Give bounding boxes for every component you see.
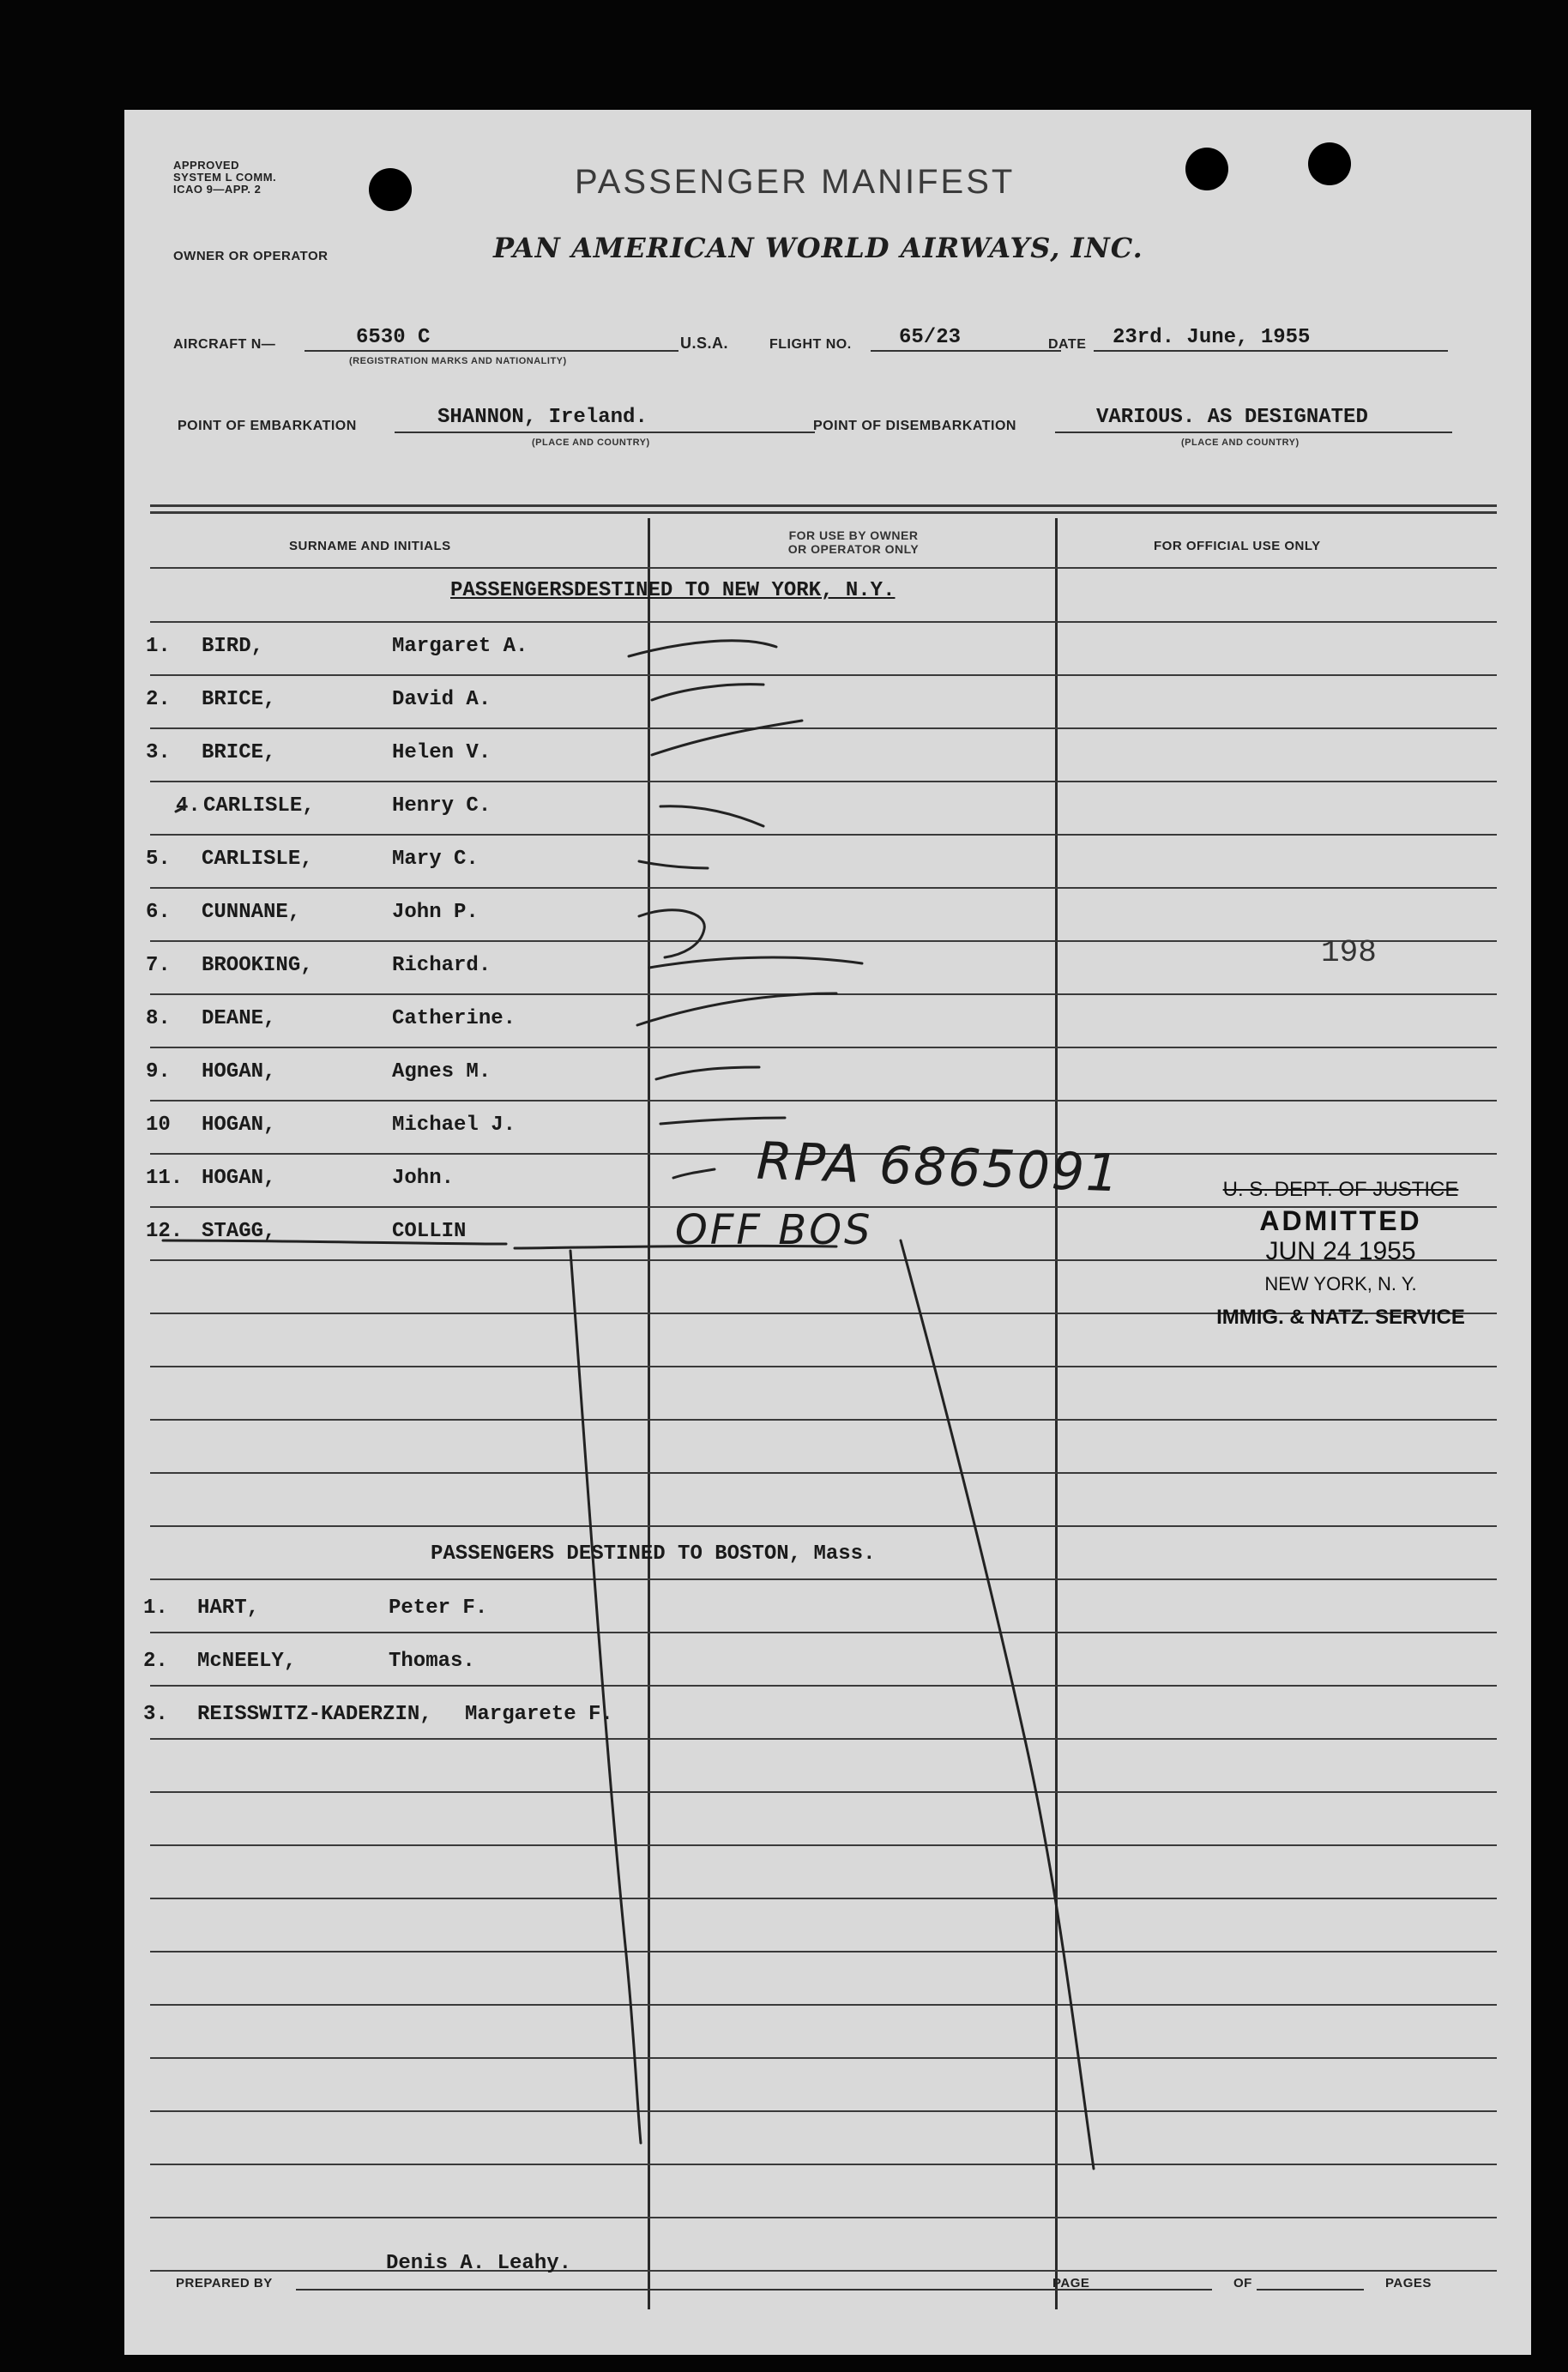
passenger-given-name: Agnes M. [392, 1060, 492, 1083]
disembarkation-value: VARIOUS. AS DESIGNATED [1096, 406, 1368, 429]
passenger-surname: HOGAN, [202, 1060, 276, 1083]
page-label: PAGE [1052, 2276, 1090, 2291]
stamp-line-5: IMMIG. & NATZ. SERVICE [1216, 1306, 1465, 1329]
row-number: 2. [146, 688, 171, 711]
date-label: DATE [1048, 337, 1087, 352]
passenger-surname: BIRD, [202, 635, 264, 658]
owner-use-line-2: OR OPERATOR ONLY [787, 542, 920, 556]
passenger-given-name: Peter F. [389, 1596, 488, 1620]
disembarkation-sublabel: (PLACE AND COUNTRY) [1181, 438, 1300, 448]
check-mark-11 [673, 1169, 715, 1178]
row-number: 11. [146, 1167, 184, 1190]
row-number: 5. [146, 848, 171, 871]
check-mark-7 [649, 957, 862, 968]
prepared-by-label: PREPARED BY [176, 2276, 273, 2291]
aircraft-sublabel: (REGISTRATION MARKS AND NATIONALITY) [349, 356, 567, 366]
usa-label: U.S.A. [680, 335, 729, 352]
passenger-given-name: Thomas. [389, 1650, 475, 1673]
passenger-given-name: Michael J. [392, 1114, 516, 1137]
passenger-surname: HART, [197, 1596, 260, 1620]
passenger-given-name: Margaret A. [392, 635, 528, 658]
passenger-surname: DEANE, [202, 1007, 276, 1030]
check-mark-2 [652, 685, 763, 700]
passenger-surname: REISSWITZ-KADERZIN, [197, 1703, 432, 1726]
passenger-surname: HOGAN, [202, 1114, 276, 1137]
row-number: 9. [146, 1060, 171, 1083]
passenger-given-name: COLLIN [392, 1220, 467, 1243]
disembarkation-label: POINT OF DISEMBARKATION [813, 419, 1016, 433]
passenger-surname: CARLISLE, [202, 848, 313, 871]
check-mark-9 [656, 1067, 759, 1079]
passenger-given-name: Mary C. [392, 848, 479, 871]
new-york-heading: PASSENGERSDESTINED TO NEW YORK, N.Y. [450, 579, 896, 602]
passenger-surname: HOGAN, [202, 1167, 276, 1190]
official-use-column-header: FOR OFFICIAL USE ONLY [1154, 539, 1321, 553]
passenger-surname: CARLISLE, [203, 794, 315, 818]
check-mark-8 [637, 993, 836, 1025]
row-number: 6. [146, 901, 171, 924]
embarkation-value: SHANNON, Ireland. [437, 406, 648, 429]
digit-4-stroke [176, 806, 186, 812]
approval-line-3: ICAO 9—APP. 2 [173, 183, 262, 196]
row-number: 12. [146, 1220, 184, 1243]
check-mark-3 [652, 721, 802, 755]
page-underline [1092, 2289, 1212, 2291]
prepared-underline [296, 2289, 1154, 2291]
handwritten-off-bos: OFF BOS [675, 1206, 873, 1254]
passenger-given-name: Henry C. [392, 794, 492, 818]
passenger-surname: BRICE, [202, 688, 276, 711]
flight-value: 65/23 [899, 326, 962, 349]
approval-line-2: SYSTEM L COMM. [173, 171, 277, 184]
passenger-given-name: John. [392, 1167, 455, 1190]
passenger-surname: BRICE, [202, 741, 276, 764]
passenger-given-name: Richard. [392, 954, 492, 977]
passenger-surname: STAGG, [202, 1220, 276, 1243]
pages-label: PAGES [1385, 2276, 1432, 2291]
long-line-2 [901, 1240, 1094, 2169]
approval-line-1: APPROVED [173, 159, 239, 172]
row-number: 10 [146, 1114, 171, 1137]
owner-use-line-1: FOR USE BY OWNER [788, 528, 919, 542]
surname-column-header: SURNAME AND INITIALS [289, 539, 451, 553]
check-mark-10 [660, 1118, 785, 1124]
page-title: PASSENGER MANIFEST [575, 163, 1016, 201]
passenger-given-name: Catherine. [392, 1007, 516, 1030]
check-mark-5 [639, 861, 708, 868]
strike-through-collin [515, 1246, 836, 1248]
passenger-given-name: Helen V. [392, 741, 492, 764]
row-number: 4. [176, 794, 201, 818]
passenger-given-name: David A. [392, 688, 492, 711]
handwritten-strokes [124, 110, 1531, 2355]
handwritten-reference: RPA 6865091 [755, 1131, 1122, 1204]
passenger-surname: BROOKING, [202, 954, 313, 977]
row-number: 8. [146, 1007, 171, 1030]
of-label: OF [1233, 2276, 1252, 2291]
passenger-surname: McNEELY, [197, 1650, 297, 1673]
stamp-line-4: NEW YORK, N. Y. [1264, 1273, 1417, 1295]
row-number: 2. [143, 1650, 168, 1673]
check-mark-1 [629, 641, 776, 656]
aircraft-value: 6530 C [356, 326, 431, 349]
passenger-surname: CUNNANE, [202, 901, 301, 924]
boston-heading: PASSENGERS DESTINED TO BOSTON, Mass. [431, 1542, 876, 1566]
strike-through-stagg [163, 1240, 506, 1244]
prepared-by-value: Denis A. Leahy. [386, 2252, 572, 2275]
passenger-given-name: John P. [392, 901, 479, 924]
date-value: 23rd. June, 1955 [1113, 326, 1311, 349]
stamp-line-2: ADMITTED [1259, 1205, 1422, 1236]
official-number: 198 [1321, 935, 1377, 970]
row-number: 7. [146, 954, 171, 977]
check-mark-6 [639, 910, 704, 957]
check-mark-4 [660, 806, 763, 826]
owner-label: OWNER OR OPERATOR [173, 249, 329, 263]
stamp-line-3: JUN 24 1955 [1265, 1237, 1416, 1265]
long-line-1 [570, 1251, 641, 2143]
row-number: 1. [146, 635, 171, 658]
embarkation-label: POINT OF EMBARKATION [178, 419, 357, 433]
embarkation-sublabel: (PLACE AND COUNTRY) [532, 438, 650, 448]
flight-label: FLIGHT NO. [769, 337, 852, 352]
row-number: 3. [146, 741, 171, 764]
airline-name: PAN AMERICAN WORLD AIRWAYS, INC. [493, 232, 1143, 264]
stamp-line-1: U. S. DEPT. OF JUSTICE [1222, 1178, 1459, 1201]
of-underline [1257, 2289, 1364, 2291]
row-number: 3. [143, 1703, 168, 1726]
row-number: 1. [143, 1596, 168, 1620]
aircraft-label: AIRCRAFT N— [173, 337, 276, 352]
manifest-sheet [124, 110, 1531, 2355]
passenger-given-name: Margarete F. [465, 1703, 613, 1726]
